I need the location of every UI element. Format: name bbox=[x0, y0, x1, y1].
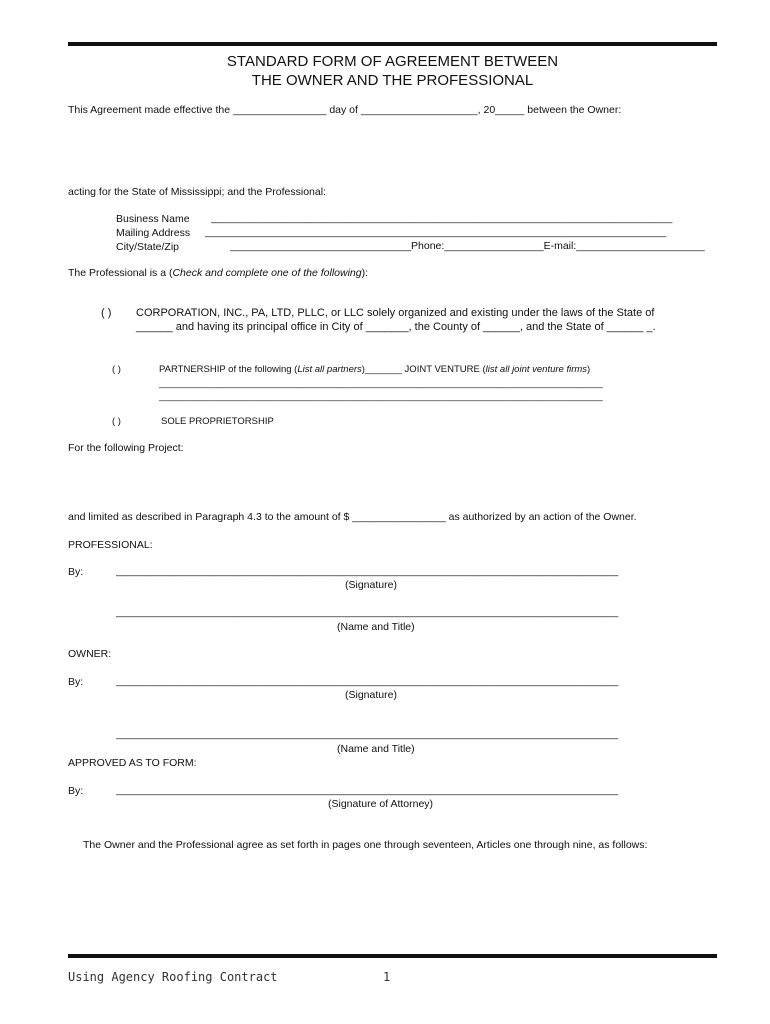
partnership-prefix: PARTNERSHIP of the following ( bbox=[159, 364, 298, 375]
joint-venture-emphasis: list all joint venture firms bbox=[485, 364, 588, 375]
mailing-address-label: Mailing Address bbox=[116, 227, 191, 239]
partners-blank-line-2[interactable]: ____________________________________________________________________________________ bbox=[159, 391, 603, 402]
owner-name-line[interactable]: ______________________________________________________________________________________ bbox=[116, 728, 619, 740]
business-name-label: Business Name bbox=[116, 213, 190, 225]
top-rule bbox=[68, 42, 717, 46]
sole-proprietorship-checkbox[interactable]: ( ) bbox=[112, 416, 121, 427]
professional-signature-caption: (Signature) bbox=[345, 579, 397, 591]
closing-line: The Owner and the Professional agree as set forth in pages one through seventeen, Articles one through nine, as follows: bbox=[83, 839, 648, 851]
corporation-line-2: ______ and having its principal office in City of _______, the County of ______, and the State of ______ _. bbox=[136, 321, 656, 333]
instruction-prefix: The Professional is a ( bbox=[68, 267, 173, 279]
limited-amount-line: and limited as described in Paragraph 4.3 to the amount of $ ________________ as authorized by an action of the Owner. bbox=[68, 511, 637, 523]
professional-name-caption: (Name and Title) bbox=[337, 621, 415, 633]
attorney-signature-caption: (Signature of Attorney) bbox=[328, 798, 434, 810]
city-state-zip-label: City/State/Zip bbox=[116, 241, 180, 253]
partners-blank-line-1[interactable]: ____________________________________________________________________________________ bbox=[159, 378, 603, 389]
professional-signature-line[interactable]: ______________________________________________________________________________________ bbox=[116, 565, 619, 577]
intro-line: This Agreement made effective the ________________ day of ____________________, 20_____ between the Owner: bbox=[68, 104, 622, 116]
partnership-suffix: ) bbox=[587, 364, 591, 375]
project-label: For the following Project: bbox=[68, 442, 184, 454]
instruction-suffix: ): bbox=[361, 267, 369, 279]
sole-proprietorship-label: SOLE PROPRIETORSHIP bbox=[161, 416, 274, 427]
corporation-line-1: CORPORATION, INC., PA, LTD, PLLC, or LLC solely organized and existing under the laws of the State of bbox=[136, 307, 655, 319]
instruction-emphasis: Check and complete one of the following bbox=[172, 267, 362, 279]
professional-label: PROFESSIONAL: bbox=[68, 539, 153, 551]
footer-text: Using Agency Roofing Contract bbox=[68, 970, 278, 984]
partnership-checkbox[interactable]: ( ) bbox=[112, 364, 121, 375]
corporation-checkbox[interactable]: ( ) bbox=[101, 307, 112, 319]
professional-by-label: By: bbox=[68, 566, 84, 578]
partnership-emphasis: List all partners bbox=[297, 364, 362, 375]
owner-signature-line[interactable]: ______________________________________________________________________________________ bbox=[116, 675, 619, 687]
title-line-2: THE OWNER AND THE PROFESSIONAL bbox=[251, 72, 534, 89]
attorney-by-label: By: bbox=[68, 785, 84, 797]
partnership-line bbox=[159, 364, 590, 375]
owner-name-caption: (Name and Title) bbox=[337, 743, 415, 755]
approved-as-to-form-label: APPROVED AS TO FORM: bbox=[68, 757, 197, 769]
professional-type-instruction bbox=[68, 267, 368, 279]
title-line-1: STANDARD FORM OF AGREEMENT BETWEEN bbox=[226, 53, 559, 70]
page-number: 1 bbox=[383, 970, 391, 984]
joint-venture-label: )_______ JOINT VENTURE ( bbox=[361, 364, 486, 375]
owner-by-label: By: bbox=[68, 676, 84, 688]
acting-line: acting for the State of Mississippi; and the Professional: bbox=[68, 186, 326, 198]
owner-label: OWNER: bbox=[68, 648, 112, 660]
bottom-rule bbox=[68, 954, 717, 958]
owner-signature-caption: (Signature) bbox=[345, 689, 397, 701]
professional-name-line[interactable]: ______________________________________________________________________________________ bbox=[116, 606, 619, 618]
mailing-address-line[interactable]: _______________________________________________________________________________ bbox=[205, 226, 667, 238]
city-phone-email-line[interactable]: _______________________________Phone:_________________E-mail:______________________ bbox=[230, 240, 705, 252]
business-name-line[interactable]: _______________________________________________________________________________ bbox=[211, 212, 673, 224]
attorney-signature-line[interactable]: ______________________________________________________________________________________ bbox=[116, 784, 619, 796]
